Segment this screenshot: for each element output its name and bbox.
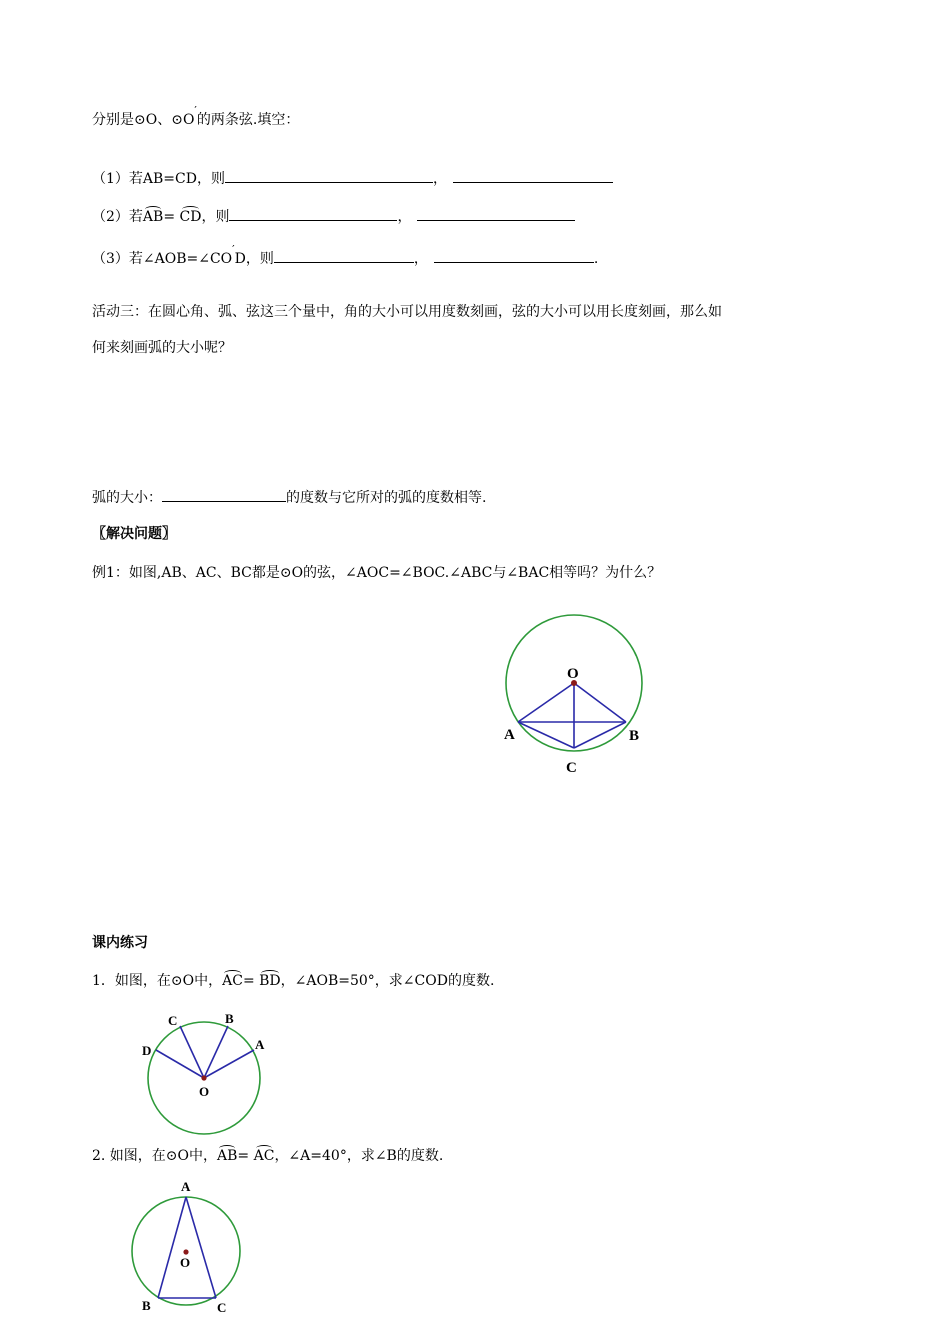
label-o: O: [180, 1255, 191, 1270]
arc-size-after: 的度数与它所对的弧的度数相等.: [286, 490, 487, 506]
q1-suffix: ，∠AOB=50°，求∠COD的度数.: [280, 973, 495, 989]
prime-mark: ′: [232, 243, 235, 256]
equals: =: [242, 973, 260, 989]
fill-item-2: [92, 205, 575, 226]
label-a: A: [504, 727, 515, 743]
answer-blank[interactable]: [229, 205, 397, 221]
arc-cd: CD: [179, 209, 202, 225]
chord-ac: [186, 1197, 216, 1298]
arc-ab: AB: [217, 1148, 238, 1164]
chord-ab: [158, 1197, 186, 1298]
prime-mark: ′: [194, 104, 197, 117]
label-d: D: [142, 1043, 152, 1058]
fill-item-3-after: D，则: [234, 251, 274, 267]
activity3-line-1: 活动三：在圆心角、弧、弦这三个量中，角的大小可以用度数刻画，弦的大小可以用长度刻画，那么如: [92, 304, 722, 320]
radius-oa: [204, 1050, 254, 1078]
center-point: [183, 1249, 188, 1254]
arc-size-line: [92, 486, 486, 507]
radius-oa: [518, 683, 574, 722]
label-c: C: [217, 1300, 227, 1315]
then-text: ，则: [201, 209, 230, 225]
practice-heading: 课内练习: [92, 935, 148, 951]
answer-blank[interactable]: [434, 247, 594, 263]
example1-figure: [498, 604, 648, 784]
separator: ，: [397, 209, 412, 225]
label-o: O: [199, 1084, 210, 1099]
answer-blank[interactable]: [453, 167, 613, 183]
q1-figure: [132, 1008, 272, 1138]
label-b: B: [225, 1011, 234, 1026]
label-b: B: [142, 1298, 151, 1313]
fill-item-3-prefix: （3）若∠AOB=∠CO: [92, 251, 233, 267]
fill-item-3: [92, 243, 599, 268]
period: .: [593, 251, 599, 267]
label-c: C: [566, 760, 577, 776]
answer-blank[interactable]: [225, 167, 433, 183]
solve-heading: 〖解决问题〗: [92, 526, 176, 542]
activity3-line-2: 何来刻画弧的大小呢？: [92, 340, 232, 356]
fill-item-1: [92, 167, 613, 188]
center-point: [201, 1075, 206, 1080]
radius-ob: [204, 1026, 228, 1078]
q2-figure: [126, 1176, 250, 1326]
q2-suffix: ，∠A=40°，求∠B的度数.: [274, 1148, 444, 1164]
arc-size-label: 弧的大小：: [92, 490, 162, 506]
label-a: A: [181, 1179, 191, 1194]
label-o: O: [567, 666, 579, 682]
activity3-paragraph: [92, 298, 722, 362]
q2-prefix: 2. 如图，在⊙O中，: [92, 1148, 218, 1164]
fill-item-2-prefix: （2）若: [92, 209, 143, 225]
answer-blank[interactable]: [162, 486, 286, 502]
label-c: C: [168, 1013, 178, 1028]
equals: =: [237, 1148, 254, 1164]
equals: =: [163, 209, 180, 225]
intro-line: [92, 104, 300, 129]
radius-ob: [574, 683, 626, 722]
question-2: [92, 1145, 443, 1165]
fill-item-1-prefix: （1）若AB=CD，则: [92, 171, 225, 187]
label-b: B: [629, 728, 640, 744]
arc-ab: AB: [142, 209, 164, 225]
answer-blank[interactable]: [274, 247, 414, 263]
arc-ac: AC: [222, 973, 243, 989]
arc-bd: BD: [259, 973, 281, 989]
label-a: A: [255, 1037, 265, 1052]
separator: ，: [432, 171, 447, 187]
intro-text-after: 的两条弦.填空：: [196, 112, 300, 128]
separator: ，: [413, 251, 428, 267]
example1-text: 例1：如图,AB、AC、BC都是⊙O的弦，∠AOC=∠BOC.∠ABC与∠BAC相等吗？为什么？: [92, 565, 662, 581]
question-1: [92, 970, 494, 990]
answer-blank[interactable]: [417, 205, 575, 221]
q1-prefix: 1．如图，在⊙O中，: [92, 973, 223, 989]
intro-text-before: 分别是⊙O、⊙O: [92, 112, 195, 128]
arc-ac: AC: [253, 1148, 275, 1164]
